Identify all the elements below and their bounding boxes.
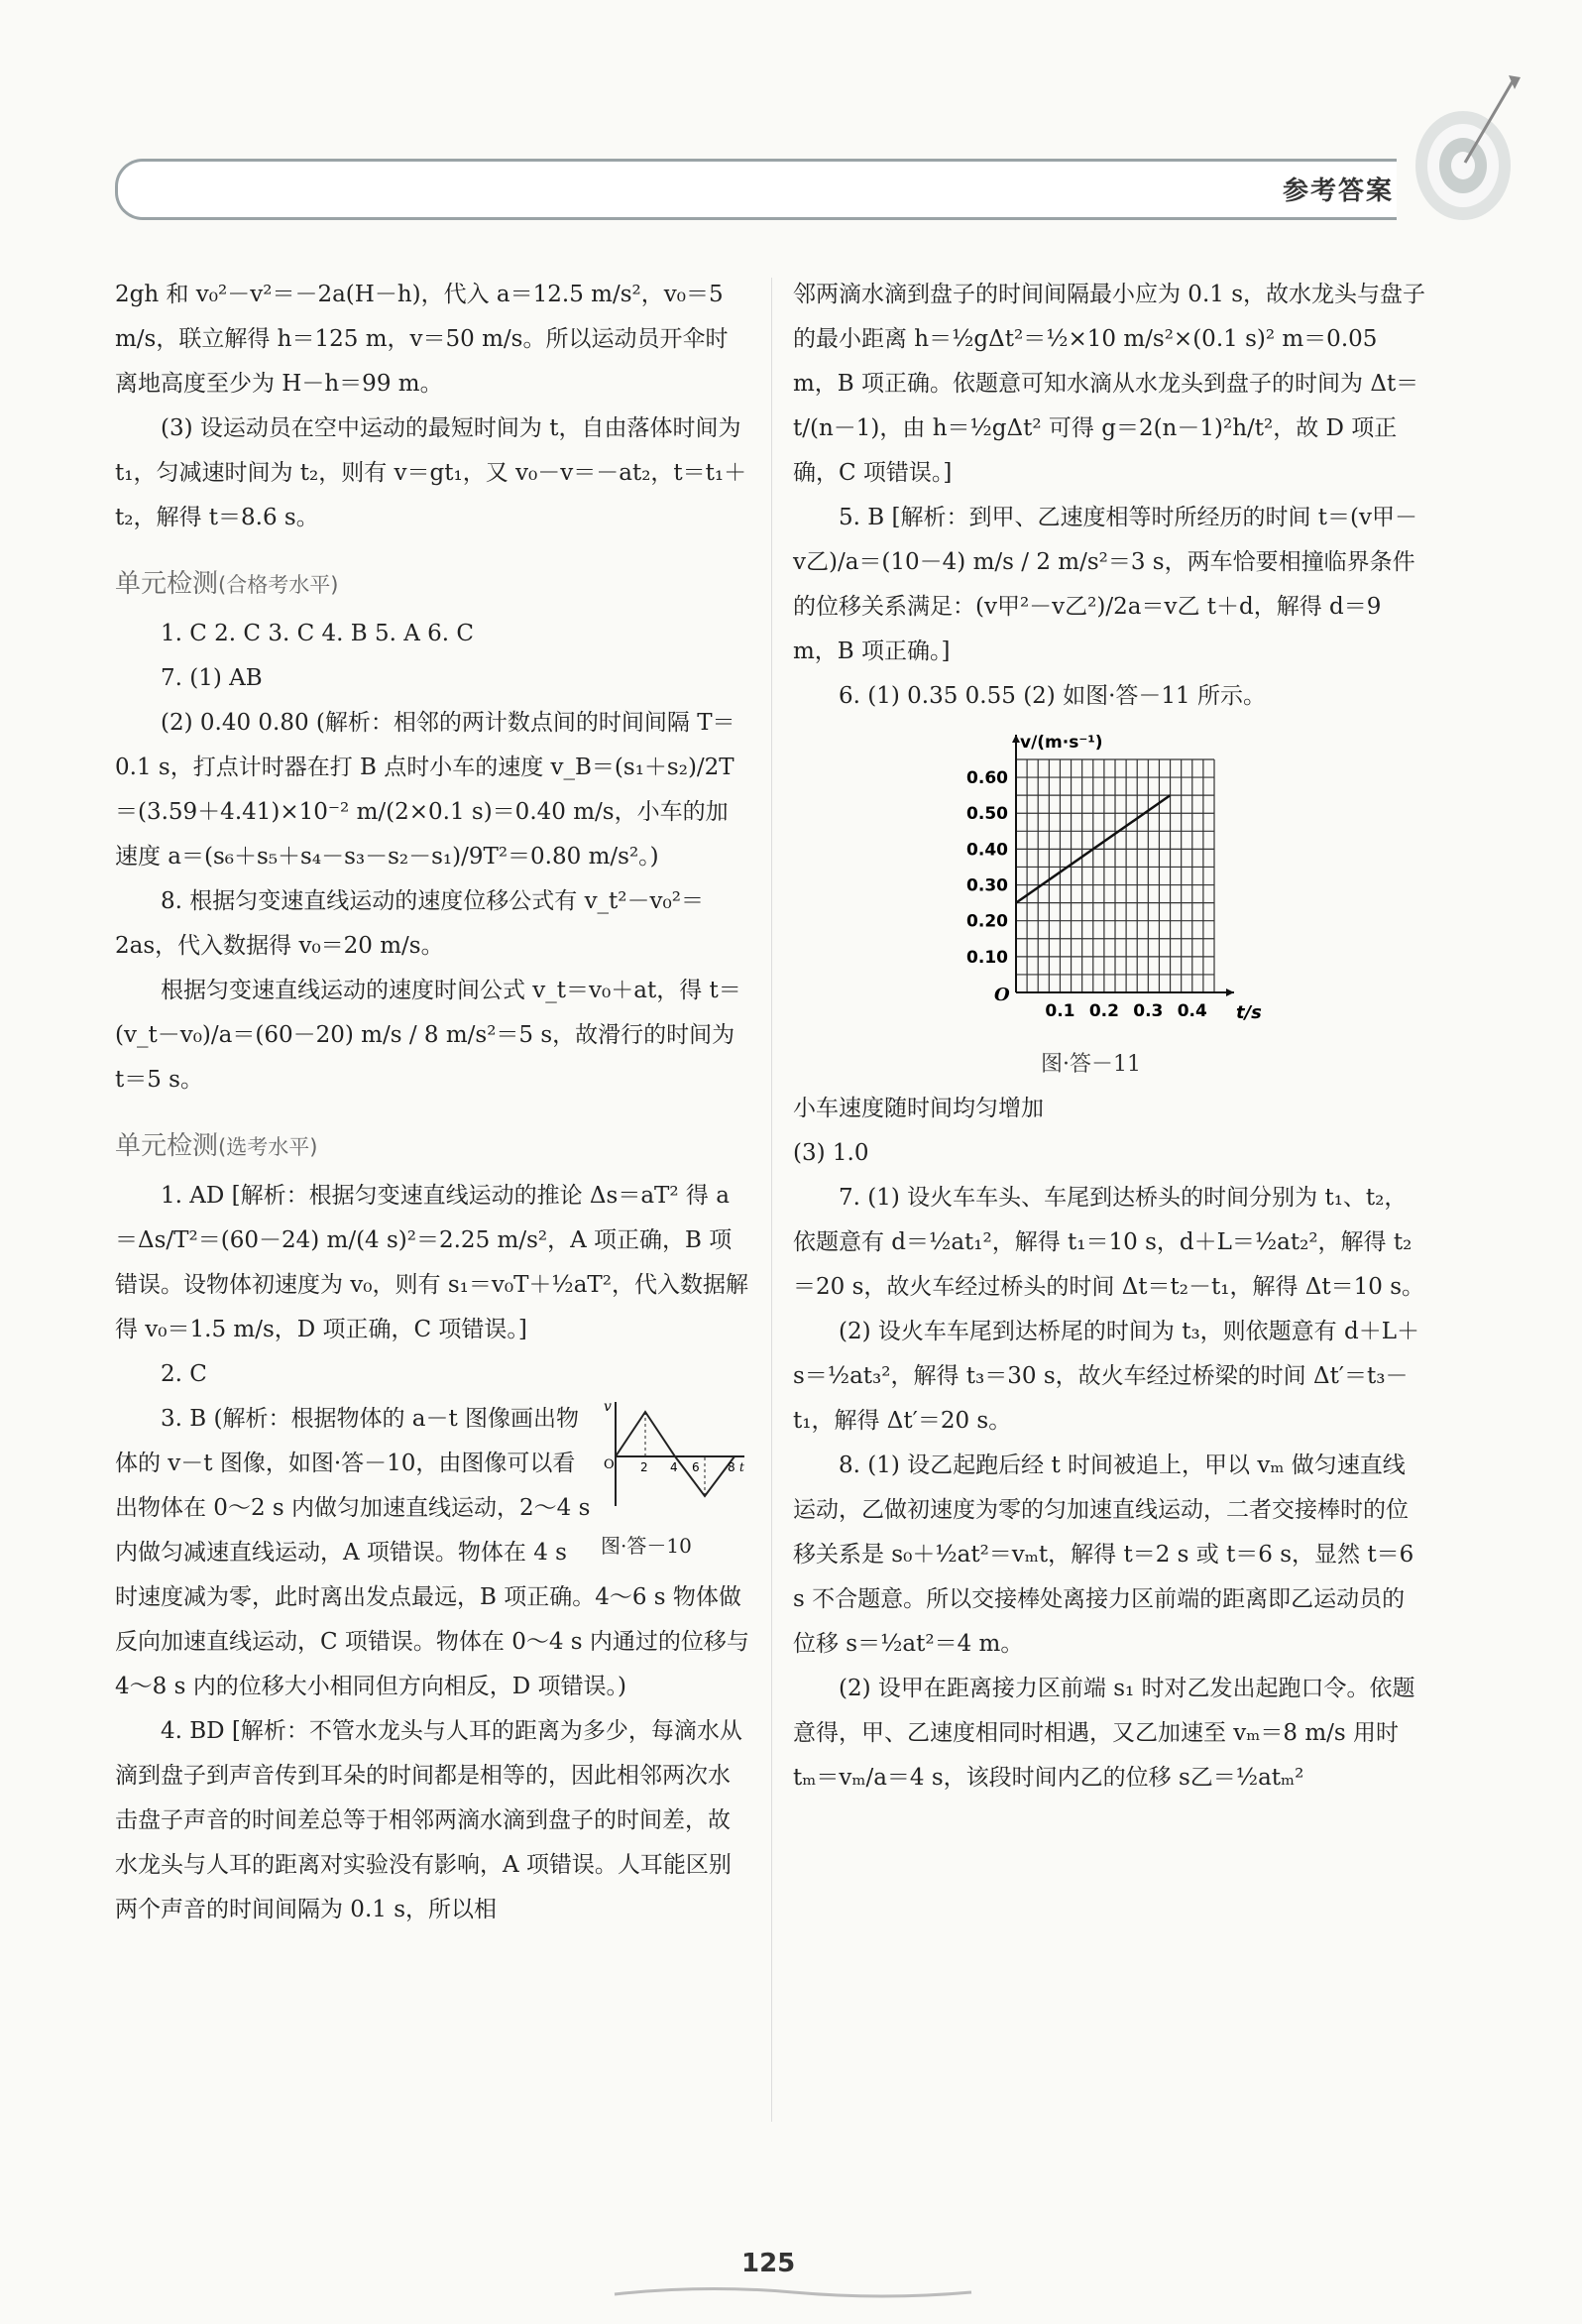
column-divider	[771, 278, 772, 2122]
svg-text:4: 4	[670, 1460, 678, 1474]
page-number: 125	[741, 2249, 796, 2278]
answer-adv-2: 2. C	[161, 1361, 207, 1387]
section-title-advanced	[115, 1124, 749, 1170]
header-bar	[115, 159, 1397, 220]
y-tick-label: 0.50	[966, 804, 1008, 825]
answer-adv-8-2: (2) 设甲在距离接力区前端 s₁ 时对乙发出起跑口令。依题意得，甲、乙速度相同时相遇，又乙加速至 vₘ＝8 m/s 用时 tₘ＝vₘ/a＝4 s，该段时间内乙的位移 s乙＝½atₘ²	[793, 1676, 1415, 1791]
footer-decoration	[615, 2280, 971, 2302]
x-axis-label: t/s	[1236, 1002, 1262, 1023]
answer-7-1: 7. (1) AB	[161, 665, 263, 691]
figure-11	[937, 725, 1262, 1042]
y-tick-label: 0.60	[966, 768, 1008, 789]
section-title-basic	[115, 562, 749, 608]
answer-adv-3: 3. B (解析：根据物体的 a－t 图像画出物体的 v－t 图像，如图·答－10，由图像可以看出物体在 0～2 s 内做匀加速直线运动，2～4 s 内做匀减速直线运动，A 项错误。物体在 4 s 时速度减为零，此时离出发点最远，B 项正确。4～6 s 物体做反向加速直线运动，C 项错误。物体在 0～4 s 内通过的位移与 4～8 s 内的位移大小相同但方向相反，D 项错误。)	[115, 1406, 749, 1699]
y-tick-label: 0.20	[966, 911, 1008, 932]
answer-adv-4: 4. BD [解析：不管水龙头与人耳的距离为多少，每滴水从滴到盘子到声音传到耳朵的时间都是相等的，因此相邻两次水击盘子声音的时间差总等于相邻两滴水滴到盘子的时间差，故水龙头与人耳的距离对实验没有影响，A 项错误。人耳能区别两个声音的时间间隔为 0.1 s，所以相	[115, 1718, 742, 1922]
svg-text:t: t	[739, 1460, 744, 1474]
vt-chart	[937, 725, 1262, 1042]
section-title-text: 单元检测	[115, 1131, 219, 1161]
svg-text:O: O	[604, 1457, 615, 1472]
svg-text:8: 8	[728, 1460, 735, 1474]
answer-adv-1: 1. AD [解析：根据匀变速直线运动的推论 Δs＝aT² 得 a＝Δs/T²＝(60－24) m/(4 s)²＝2.25 m/s²，A 项正确，B 项错误。设物体初速度为 v₀，则有 s₁＝v₀T＋½aT²，代入数据解得 v₀＝1.5 m/s，D 项正确，C 项错误。]	[115, 1183, 748, 1342]
section-title-text: 单元检测	[115, 569, 219, 599]
x-tick-label: 0.2	[1088, 1001, 1119, 1021]
figure-11-caption: 图·答－11	[1041, 1052, 1141, 1077]
answer-8-b: 根据匀变速直线运动的速度时间公式 v_t＝v₀＋at，得 t＝(v_t－v₀)/a＝(60－20) m/s / 8 m/s²＝5 s，故滑行的时间为 t＝5 s。	[115, 978, 741, 1093]
x-axis-arrow	[1226, 988, 1234, 996]
answer-choices-1-6: 1. C 2. C 3. C 4. B 5. A 6. C	[161, 621, 474, 646]
svg-text:6: 6	[692, 1460, 700, 1474]
y-tick-label: 0.30	[966, 875, 1008, 896]
section-subtitle: (选考水平)	[218, 1135, 318, 1159]
left-paragraph-2: (3) 设运动员在空中运动的最短时间为 t，自由落体时间为 t₁，匀减速时间为 t₂，则有 v＝gt₁，又 v₀－v＝－at₂，t＝t₁＋t₂，解得 t＝8.6 s。	[115, 415, 747, 530]
answer-adv-8-1: 8. (1) 设乙起跑后经 t 时间被追上，甲以 vₘ 做匀速直线运动，乙做初速度为零的匀加速直线运动，二者交接棒时的位移关系是 s₀＋½at²＝vₘt，解得 t＝2 s 或 t＝6 s，显然 t＝6 s 不合题意。所以交接棒处离接力区前端的距离即乙运动员的位移 s＝½at²＝4 m。	[793, 1452, 1414, 1657]
right-column	[793, 273, 1427, 1801]
origin-label: O	[994, 985, 1010, 1005]
figure-10	[601, 1397, 749, 1560]
answer-7-2: (2) 0.40 0.80 (解析：相邻的两计数点间的时间间隔 T＝0.1 s，打点计时器在打 B 点时小车的速度 v_B＝(s₁＋s₂)/2T＝(3.59＋4.41)×10⁻² m/(2×0.1 s)＝0.40 m/s，小车的加速度 a＝(s₆＋s₅＋s₄－s₃－s₂－s₁)/9T²＝0.80 m/s²。)	[115, 710, 735, 870]
answer-6-note: 小车速度随时间均匀增加	[793, 1096, 1044, 1121]
target-icon	[1413, 71, 1523, 220]
svg-text:v: v	[604, 1399, 612, 1415]
section-subtitle: (合格考水平)	[218, 573, 339, 597]
left-column	[115, 273, 749, 1932]
vt-graph-small	[601, 1397, 749, 1516]
answer-8-a: 8. 根据匀变速直线运动的速度位移公式有 v_t²－v₀²＝2as，代入数据得 v₀＝20 m/s。	[115, 888, 704, 959]
y-axis-arrow	[1012, 735, 1020, 743]
right-paragraph-1: 邻两滴水滴到盘子的时间间隔最小应为 0.1 s，故水龙头与盘子的最小距离 h＝½gΔt²＝½×10 m/s²×(0.1 s)² m＝0.05 m，B 项正确。依题意可知水滴从水龙头到盘子的时间为 Δt＝t/(n－1)，由 h＝½gΔt² 可得 g＝2(n－1)²h/t²，故 D 项正确，C 项错误。]	[793, 282, 1426, 486]
x-tick-label: 0.1	[1045, 1001, 1075, 1021]
answer-adv-7-1: 7. (1) 设火车车头、车尾到达桥头的时间分别为 t₁、t₂，依题意有 d＝½at₁²，解得 t₁＝10 s，d＋L＝½at₂²，解得 t₂＝20 s，故火车经过桥头的时间 Δt＝t₂－t₁，解得 Δt＝10 s。	[793, 1185, 1425, 1300]
answer-adv-7-2: (2) 设火车车尾到达桥尾的时间为 t₃，则依题意有 d＋L＋s＝½at₃²，解得 t₃＝30 s，故火车经过桥梁的时间 Δt′＝t₃－t₁，解得 Δt′＝20 s。	[793, 1319, 1419, 1434]
header-title: 参考答案	[1282, 176, 1394, 206]
answer-6-3: (3) 1.0	[793, 1140, 869, 1166]
left-paragraph-1: 2gh 和 v₀²－v²＝－2a(H－h)，代入 a＝12.5 m/s²，v₀＝5 m/s，联立解得 h＝125 m，v＝50 m/s。所以运动员开伞时离地高度至少为 H－h＝99 m。	[115, 282, 729, 397]
answer-adv-5: 5. B [解析：到甲、乙速度相等时所经历的时间 t＝(v甲－v乙)/a＝(10－4) m/s / 2 m/s²＝3 s，两车恰要相撞临界条件的位移关系满足：(v甲²－v乙²)/2a＝v乙 t＋d，解得 d＝9 m，B 项正确。]	[793, 505, 1417, 664]
y-tick-label: 0.40	[966, 840, 1008, 861]
y-tick-label: 0.10	[966, 947, 1008, 968]
answer-adv-6: 6. (1) 0.35 0.55 (2) 如图·答－11 所示。	[839, 683, 1266, 709]
svg-text:2: 2	[640, 1460, 648, 1474]
figure-10-caption: 图·答－10	[601, 1534, 692, 1558]
y-axis-label: v/(m·s⁻¹)	[1020, 733, 1103, 753]
x-tick-label: 0.3	[1133, 1001, 1164, 1021]
x-tick-label: 0.4	[1177, 1001, 1207, 1021]
